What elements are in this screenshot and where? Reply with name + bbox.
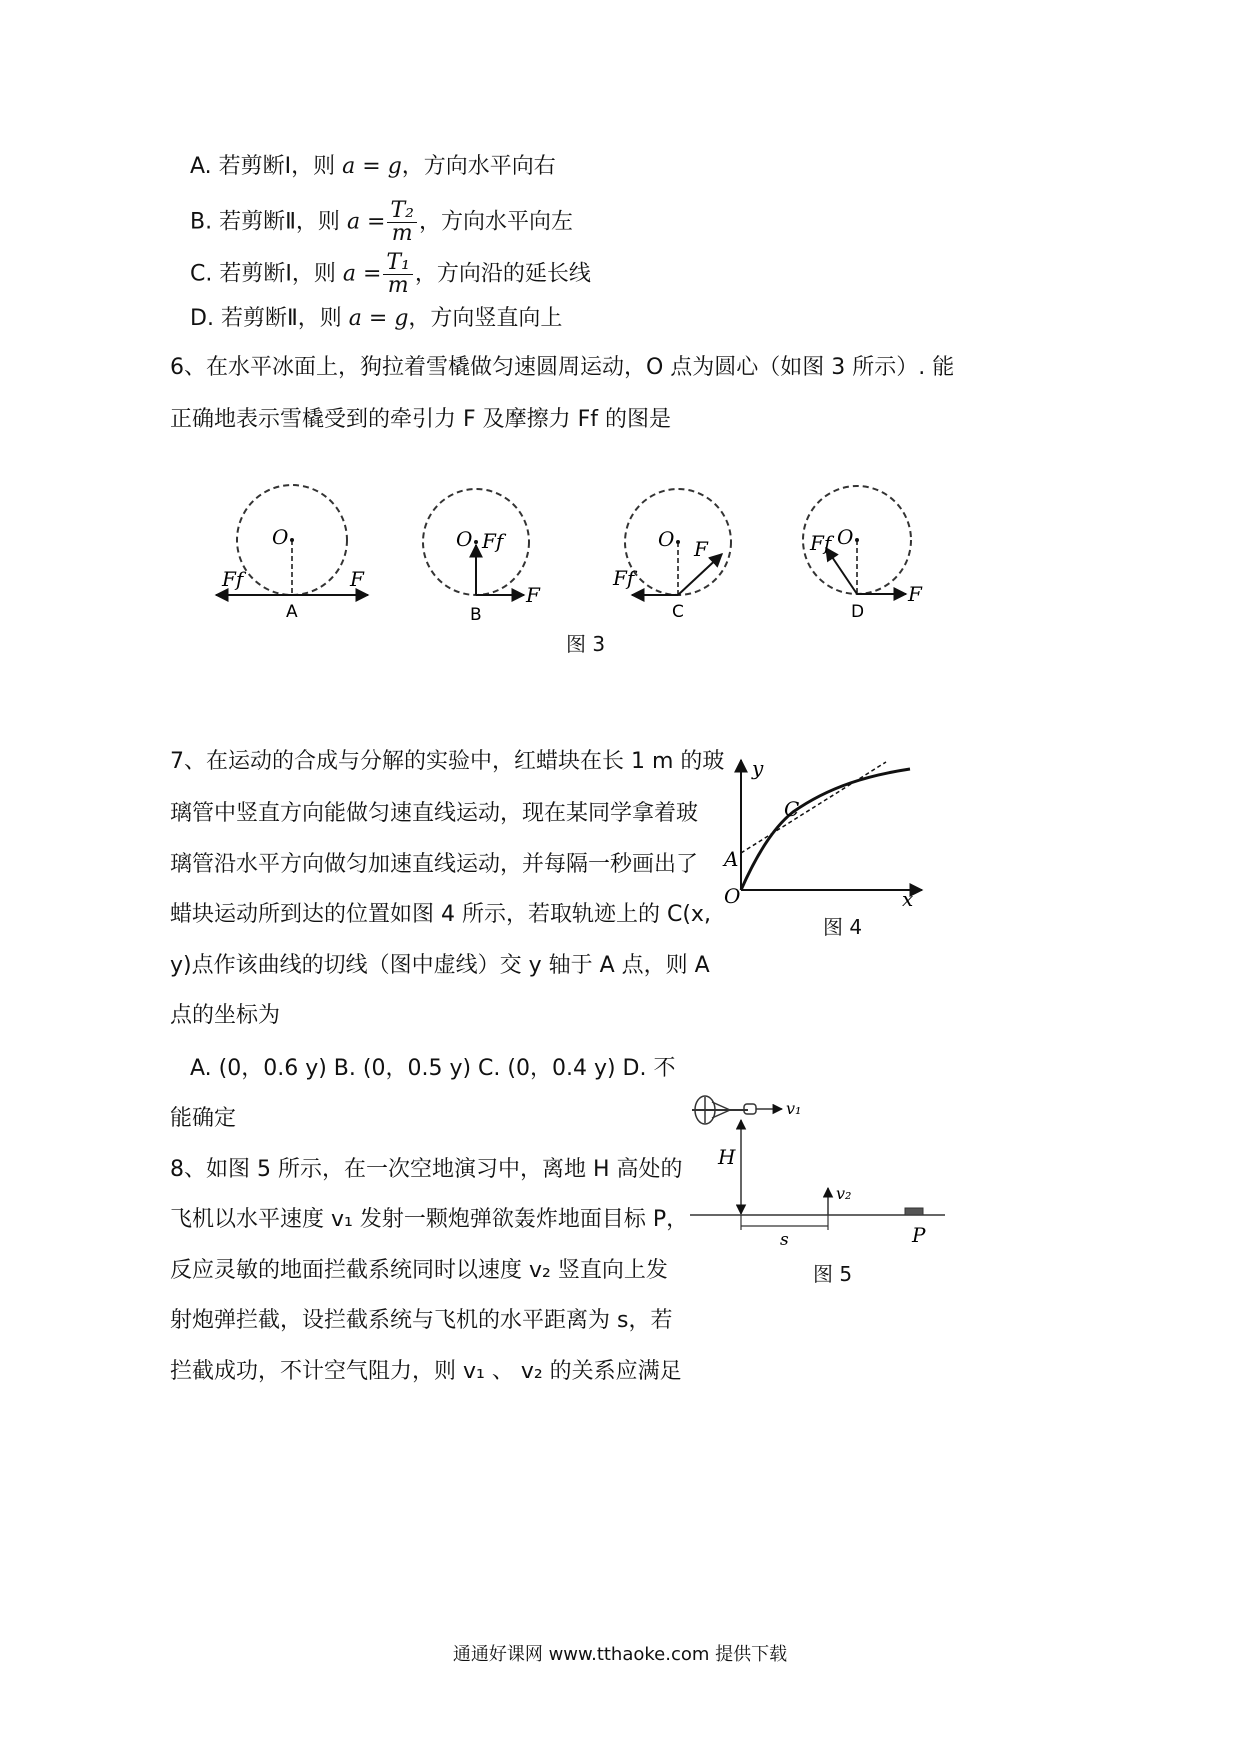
q5-option-d: D. 若剪断Ⅱ，则 a = g，方向竖直向上 (190, 306, 563, 331)
diagram-b-letter: B (470, 605, 482, 625)
figure-5-caption: 图 5 (813, 1262, 853, 1286)
diagram-b-o-label: O (456, 527, 473, 551)
diagram-c-o-label: O (658, 527, 675, 551)
q6-line-1: 6、在水平冰面上，狗拉着雪橇做匀速圆周运动，O 点为圆心（如图 3 所示）. 能 (170, 355, 955, 380)
diagram-a-f-label: F (350, 567, 364, 591)
diagram-b-ff-label: Ff (482, 529, 504, 553)
q7-options: A. (0，0.6 y) B. (0，0.5 y) C. (0，0.4 y) D. 不 (190, 1056, 676, 1081)
diagram-d-letter: D (851, 602, 865, 622)
q7-line-6: 点的坐标为 (170, 1003, 281, 1028)
q8-line-3: 反应灵敏的地面拦截系统同时以速度 v₂ 竖直向上发 (170, 1258, 668, 1283)
q8-line-5: 拦截成功，不计空气阻力，则 v₁ 、 v₂ 的关系应满足 (170, 1359, 682, 1384)
diagram-b-f-label: F (526, 583, 540, 607)
diagram-a-o-label: O (272, 525, 289, 549)
fig4-c-label: C (784, 797, 800, 821)
fig5-v2-label: v₂ (836, 1184, 852, 1203)
q5-a-math: a = g (342, 154, 402, 179)
q7-line-5: y)点作该曲线的切线（图中虚线）交 y 轴于 A 点，则 A (170, 953, 710, 978)
q8-line-4: 射炮弹拦截，设拦截系统与飞机的水平距离为 s，若 (170, 1308, 673, 1333)
fig4-x-label: x (902, 887, 914, 911)
fig5-target-icon (905, 1208, 923, 1215)
fig4-o-label: O (724, 884, 741, 908)
q8-line-2: 飞机以水平速度 v₁ 发射一颗炮弹欲轰炸地面目标 P， (170, 1207, 689, 1232)
diagram-c-ff-label: Ff (613, 566, 635, 590)
q5-b-fraction: $\frac{\text{T₂}}{m}$ (387, 200, 417, 245)
fig5-s-label: s (780, 1230, 789, 1250)
q5-option-c: C. 若剪断Ⅰ，则 a = $\frac{\text{T₁}}{m}$ ，方向沿的延长线 (190, 250, 591, 298)
q7-line-3: 璃管沿水平方向做匀加速直线运动，并每隔一秒画出了 (170, 852, 699, 877)
figure-4-caption: 图 4 (823, 915, 863, 939)
fig5-p-label: P (912, 1223, 926, 1247)
q8-line-1: 8、如图 5 所示，在一次空地演习中，离地 H 高处的 (170, 1157, 683, 1182)
diagram-c-letter: C (672, 602, 684, 622)
q6-line-2: 正确地表示雪橇受到的牵引力 F 及摩擦力 Ff 的图是 (170, 407, 672, 432)
q7-line-4: 蜡块运动所到达的位置如图 4 所示，若取轨迹上的 C(x, (170, 902, 711, 927)
fig4-a-label: A (724, 847, 739, 871)
page-footer: 通通好课网 www.tthaoke.com 提供下载 (452, 1644, 788, 1665)
q7-line-2: 璃管中竖直方向能做匀速直线运动，现在某同学拿着玻 (170, 801, 699, 826)
q7-options-continued: 能确定 (170, 1106, 237, 1131)
q5-c-fraction: $\frac{\text{T₁}}{m}$ (383, 252, 413, 297)
diagram-a-letter: A (286, 602, 298, 622)
diagram-c-f-label: F (694, 537, 708, 561)
diagram-d-o-label: O (837, 525, 854, 549)
figure-3-caption: 图 3 (566, 632, 606, 656)
q5-option-a: A. 若剪断Ⅰ，则 a = g，方向水平向右 (190, 154, 556, 179)
fig5-h-label: H (718, 1145, 736, 1169)
fig4-y-label: y (752, 756, 764, 780)
diagram-d-ff-label: Ff (810, 531, 832, 555)
diagram-a-ff-label: Ff (222, 567, 244, 591)
diagram-d-f-label: F (908, 582, 922, 606)
q5-option-b: B. 若剪断Ⅱ，则 a = $\frac{\text{T₂}}{m}$ ，方向水平向左 (190, 198, 573, 246)
fig5-v1-label: v₁ (786, 1099, 802, 1118)
airplane-icon (692, 1096, 756, 1124)
q7-line-1: 7、在运动的合成与分解的实验中，红蜡块在长 1 m 的玻 (170, 749, 725, 774)
